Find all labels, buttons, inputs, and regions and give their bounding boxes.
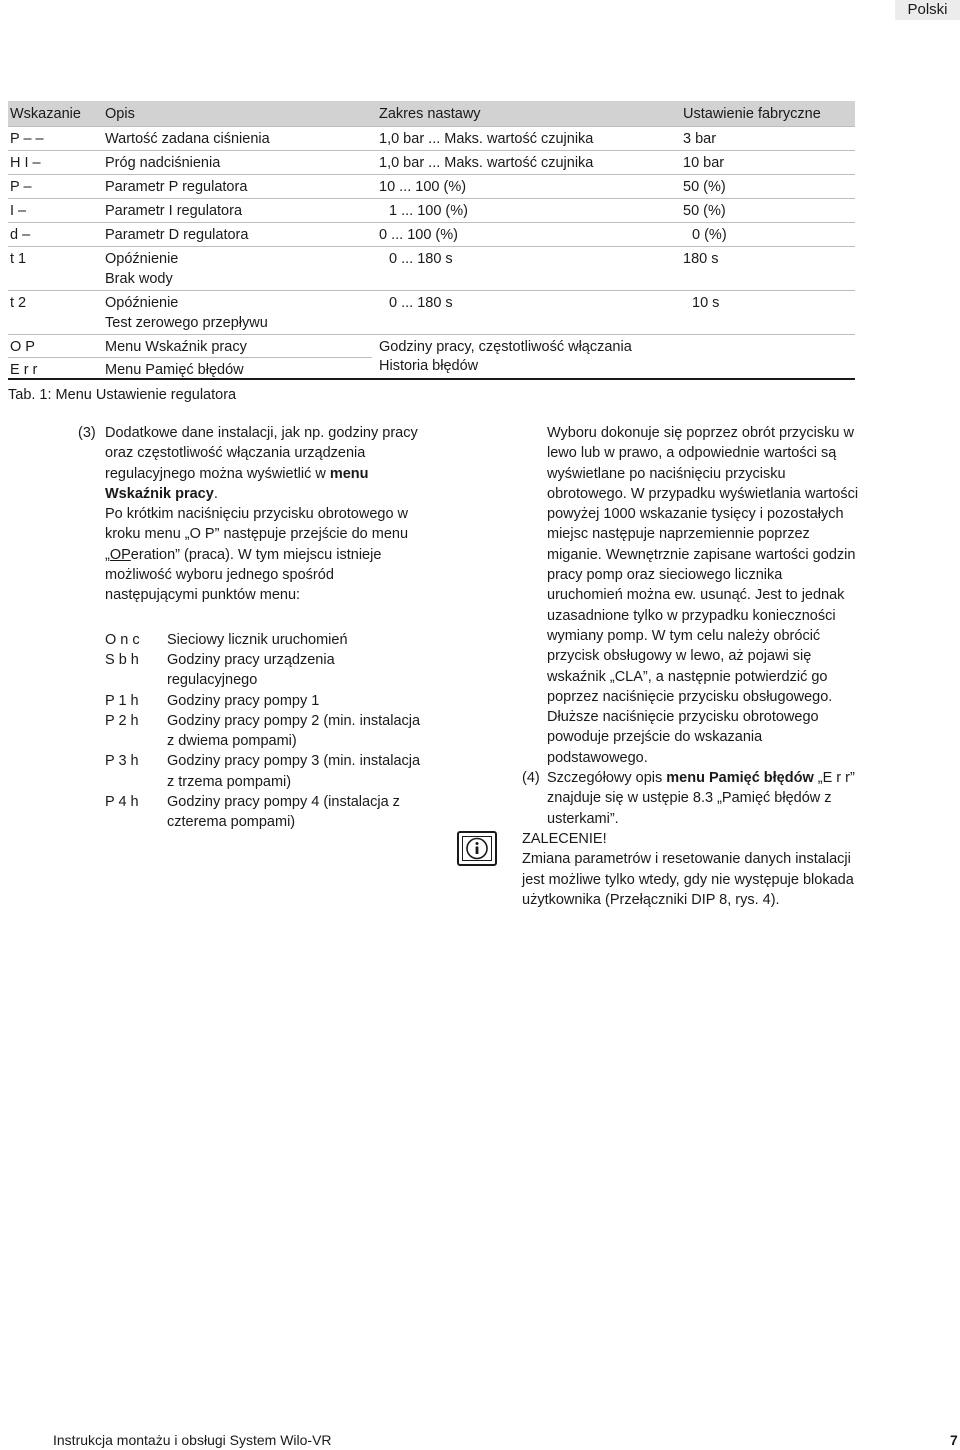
emphasis: menu Pamięć błędów [666, 770, 814, 787]
table-caption: Tab. 1: Menu Ustawienie regulatora [8, 387, 237, 403]
table-row-menus [8, 335, 855, 380]
menu-code: P 2 h [105, 712, 139, 729]
cell-display: E r r [10, 362, 38, 378]
table-row [8, 199, 855, 223]
table-row [8, 175, 855, 199]
cell-range: Godziny pracy, częstotliwość włączania [379, 339, 632, 355]
cell-description: Menu Wskaźnik pracy [105, 339, 247, 355]
menu-code: P 3 h [105, 753, 139, 770]
cell-range: 10 ... 100 (%) [379, 179, 467, 195]
cell-description: Parametr D regulatora [105, 227, 249, 243]
cell-display: t 2 [10, 295, 27, 311]
item-number: (4) [522, 770, 540, 787]
table-row [8, 151, 855, 175]
settings-table [8, 101, 855, 380]
menu-text: Godziny pracy pompy 2 (min. instalacja z dwiema pompami) [167, 712, 421, 750]
right-column [522, 423, 862, 910]
cell-factory: 10 s [692, 295, 720, 311]
menu-list-item [78, 751, 423, 792]
cla-indicator: CLA [614, 668, 643, 685]
table-row [8, 247, 855, 291]
menu-code: P 4 h [105, 794, 139, 811]
cell-display: P – – [10, 131, 44, 147]
emphasis: menu Wskaźnik pracy [105, 465, 369, 502]
cell-description: Parametr I regulatora [105, 203, 243, 219]
cell-factory: 180 s [683, 251, 719, 267]
col-header-factory: Ustawienie fabryczne [683, 106, 821, 122]
paragraph-item-3 [78, 423, 423, 504]
text: Po krótkim naciśnięciu przycisku obrotowego w kroku menu „O P” następuje przejście do menu „ [105, 506, 409, 563]
cell-description: Menu Pamięć błędów [105, 362, 244, 378]
cell-factory: 50 (%) [683, 179, 726, 195]
menu-list-item [78, 630, 423, 650]
note-title: ZALECENIE! [522, 830, 607, 847]
cell-range: 1,0 bar ... Maks. wartość czujnika [379, 155, 594, 171]
cell-description: Parametr P regulatora [105, 179, 248, 195]
menu-list-item [78, 792, 423, 833]
paragraph [78, 504, 423, 605]
cell-range: 1 ... 100 (%) [389, 203, 468, 219]
cell-display: O P [10, 339, 35, 355]
cell-description: Opóźnienie [105, 251, 179, 267]
cell-description-sub: Test zerowego przepływu [105, 315, 268, 331]
table-row [8, 223, 855, 247]
col-header-description: Opis [105, 106, 135, 122]
paragraph-item-4 [522, 768, 862, 829]
menu-list-item [78, 711, 423, 752]
paragraph [522, 423, 862, 768]
cell-display: t 1 [10, 251, 27, 267]
text: Wyboru dokonuje się poprzez obrót przycisku w lewo lub w prawo, a odpowiednie wartości są wyświetlane po naciśnięciu przycisku obrotowego. W przypadku wyświetlania wartości powyżej 1000 wskazanie tysięcy i pozostałych miejsc następuje naprzemiennie poprzez miganie. Wewnętrznie zapisane wartości godzin pracy pomp oraz sieciowego licznika uruchomień można ew. usunąć. Jest to jednak uzasadnione tylko w przypadku konieczności wymiany pomp. W tym celu należy obrócić przycisk obsługowy w lewo, aż pojawi się wskaźnik „ [547, 425, 859, 685]
item-number: (3) [78, 425, 96, 441]
text: . [213, 485, 218, 502]
text: Szczegółowy opis [547, 770, 667, 787]
underlined-text: OP [109, 546, 131, 563]
cell-range: 1,0 bar ... Maks. wartość czujnika [379, 131, 594, 147]
cell-display: d – [10, 227, 31, 243]
cell-description: Wartość zadana ciśnienia [105, 131, 270, 147]
cell-range: 0 ... 100 (%) [379, 227, 458, 243]
menu-text: Godziny pracy pompy 4 (instalacja z czterema pompami) [167, 794, 400, 831]
menu-list-item [78, 691, 423, 711]
menu-code: S b h [105, 651, 139, 668]
text: eration” (praca). W tym miejscu istnieje możliwość wyboru jednego spośród następującymi punktów menu: [105, 546, 382, 604]
text: Dodatkowe dane instalacji, jak np. godziny pracy oraz częstotliwość włączania urządzenia regulacyjnego można wyświetlić w [105, 425, 418, 482]
footer-title: Instrukcja montażu i obsługi System Wilo-VR [53, 1432, 332, 1448]
info-glyph [459, 833, 495, 864]
menu-text: Godziny pracy pompy 1 [167, 692, 320, 709]
cell-description: Opóźnienie [105, 295, 179, 311]
table-header [8, 101, 855, 127]
cell-factory: 0 (%) [692, 227, 727, 243]
page-number: 7 [950, 1432, 958, 1448]
note-text: Zmiana parametrów i resetowanie danych instalacji jest możliwe tylko wtedy, gdy nie występuje blokada użytkownika (Przełączniki DIP 8, rys. 4). [522, 851, 854, 908]
table-row [8, 127, 855, 151]
menu-text: Godziny pracy pompy 3 (min. instalacja z trzema pompami) [167, 753, 421, 790]
menu-list [78, 630, 423, 833]
left-column [78, 423, 423, 833]
col-header-display: Wskazanie [10, 106, 81, 122]
menu-list-item [78, 650, 423, 691]
cell-display: P – [10, 179, 32, 195]
table-row [8, 291, 855, 335]
cell-range-sub: Historia błędów [379, 358, 479, 374]
info-icon [457, 831, 497, 866]
cell-factory: 50 (%) [683, 203, 726, 219]
menu-code: O n c [105, 631, 140, 648]
col-header-range: Zakres nastawy [379, 106, 481, 122]
cell-range: 0 ... 180 s [389, 295, 453, 311]
language-label: Polski [895, 0, 960, 20]
text: „E r r” znajduje się w ustępie 8.3 „Pamięć błędów z usterkami”. [547, 770, 855, 827]
cell-description: Próg nadciśnienia [105, 155, 221, 171]
cell-display: H I – [10, 155, 41, 171]
cell-range: 0 ... 180 s [389, 251, 453, 267]
text: ”, a następnie potwierdzić go poprzez naciśnięcie przycisku obsługowego. Dłuższe naciśnięcie przycisku obrotowego powoduje przejście do wskazania podstawowego. [547, 668, 833, 766]
menu-text: Godziny pracy urządzenia regulacyjnego [167, 651, 335, 689]
cell-factory: 3 bar [683, 131, 717, 147]
cell-description-sub: Brak wody [105, 271, 173, 287]
menu-code: P 1 h [105, 692, 139, 709]
cell-factory: 10 bar [683, 155, 725, 171]
menu-text: Sieciowy licznik uruchomień [167, 631, 348, 648]
cell-display: I – [10, 203, 27, 219]
row-divider [8, 357, 372, 358]
